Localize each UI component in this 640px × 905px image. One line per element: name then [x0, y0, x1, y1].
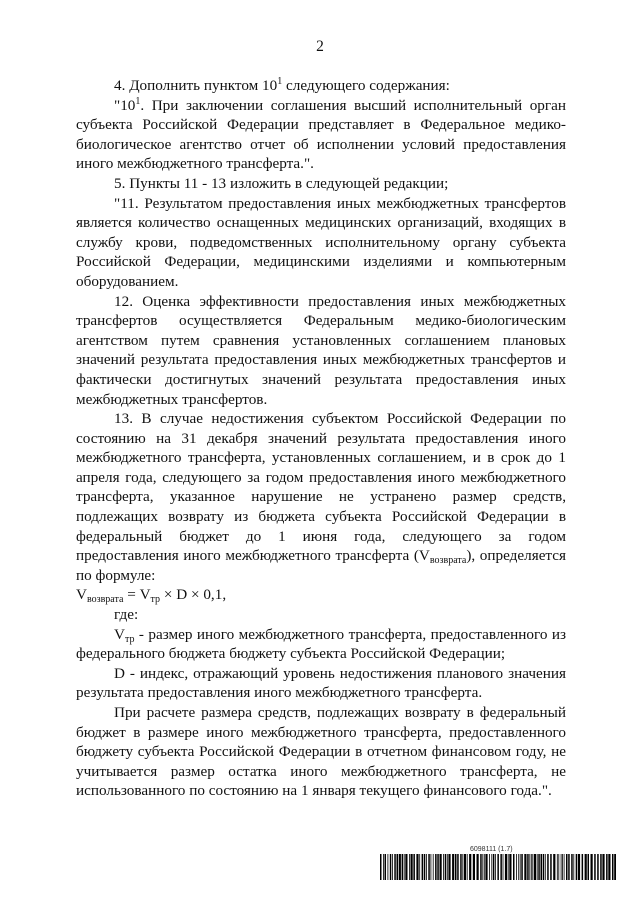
subscript: тр	[124, 633, 135, 645]
text: следующего содержания:	[282, 77, 450, 94]
document-body	[76, 76, 566, 801]
formula	[76, 585, 566, 605]
text: - размер иного межбюджетного трансферта, предоставленного из федерального бюджета бюджету субъекта Российской Федерации;	[76, 625, 566, 663]
formula-end: × D × 0,1,	[160, 586, 227, 604]
paragraph-item-4	[76, 76, 566, 96]
formula-sub: тр	[150, 594, 161, 606]
formula-mid: = V	[123, 586, 151, 604]
paragraph-item-5: 5. Пункты 11 - 13 изложить в следующей редакции;	[114, 174, 449, 192]
text: V	[114, 625, 125, 643]
paragraph-12: 12. Оценка эффективности предоставления иных межбюджетных трансфертов осуществляется Федеральным медико-биологическим агентством путем сравнения установленных соглашением плановых значений результата предоставления иных межбюджетных трансфертов и фактически достигнутых значений результата предоставления иных межбюджетных трансфертов.	[76, 292, 566, 408]
paragraph-10-1	[76, 96, 566, 174]
paragraph-final: При расчете размера средств, подлежащих возврату в федеральный бюджет в размере иного межбюджетного трансферта, предоставленного бюджету субъекта Российской Федерации в отчетном финансовом году, не учитывается размер остатка иного межбюджетного трансферта, не использованного по состоянию на 1 января текущего финансового года.".	[76, 704, 566, 800]
text: ), определяется по формуле:	[76, 547, 566, 584]
page-number: 2	[316, 38, 324, 55]
text: . При заключении соглашения высший исполнительный орган субъекта Российской Федерации представляет в Федеральное медико-биологическое агентство отчет об исполнении условий предоставления иного межбюджетного трансферта.".	[76, 96, 566, 173]
paragraph-11: "11. Результатом предоставления иных межбюджетных трансфертов является количество оснащенных медицинских организаций, входящих в службу крови, подведомственных исполнительному органу субъекта Российской Федерации, медицинскими изделиями и компьютерным оборудованием.	[76, 194, 566, 290]
definition-d: D - индекс, отражающий уровень недостижения планового значения результата предоставления иного межбюджетного трансферта.	[76, 664, 566, 702]
paragraph-13	[76, 409, 566, 585]
formula-sub: возврата	[86, 594, 124, 606]
text: 13. В случае недостижения субъектом Российской Федерации по состоянию на 31 декабря значений результата предоставления иного межбюджетного трансферта, установленных соглашением, и в срок до 1 апреля года, следующего за годом предоставления иного межбюджетного трансферта, указанное нарушение не устранено размер средств, подлежащих возврату из бюджета субъекта Российской Федерации в федеральный бюджет до 1 июня года, следующего за годом предоставления иного межбюджетного трансферта (V	[76, 410, 566, 565]
document-code: 6098111 (1.7)	[470, 846, 513, 853]
definition-vtr	[76, 625, 566, 664]
superscript: 1	[277, 76, 283, 87]
formula-var: V	[76, 586, 87, 604]
text: "10	[114, 96, 136, 114]
superscript: 1	[135, 95, 141, 107]
text: 4. Дополнить пунктом 10	[114, 77, 278, 94]
barcode-image	[380, 854, 616, 880]
subscript: возврата	[429, 555, 467, 567]
where-label: где:	[114, 606, 139, 624]
